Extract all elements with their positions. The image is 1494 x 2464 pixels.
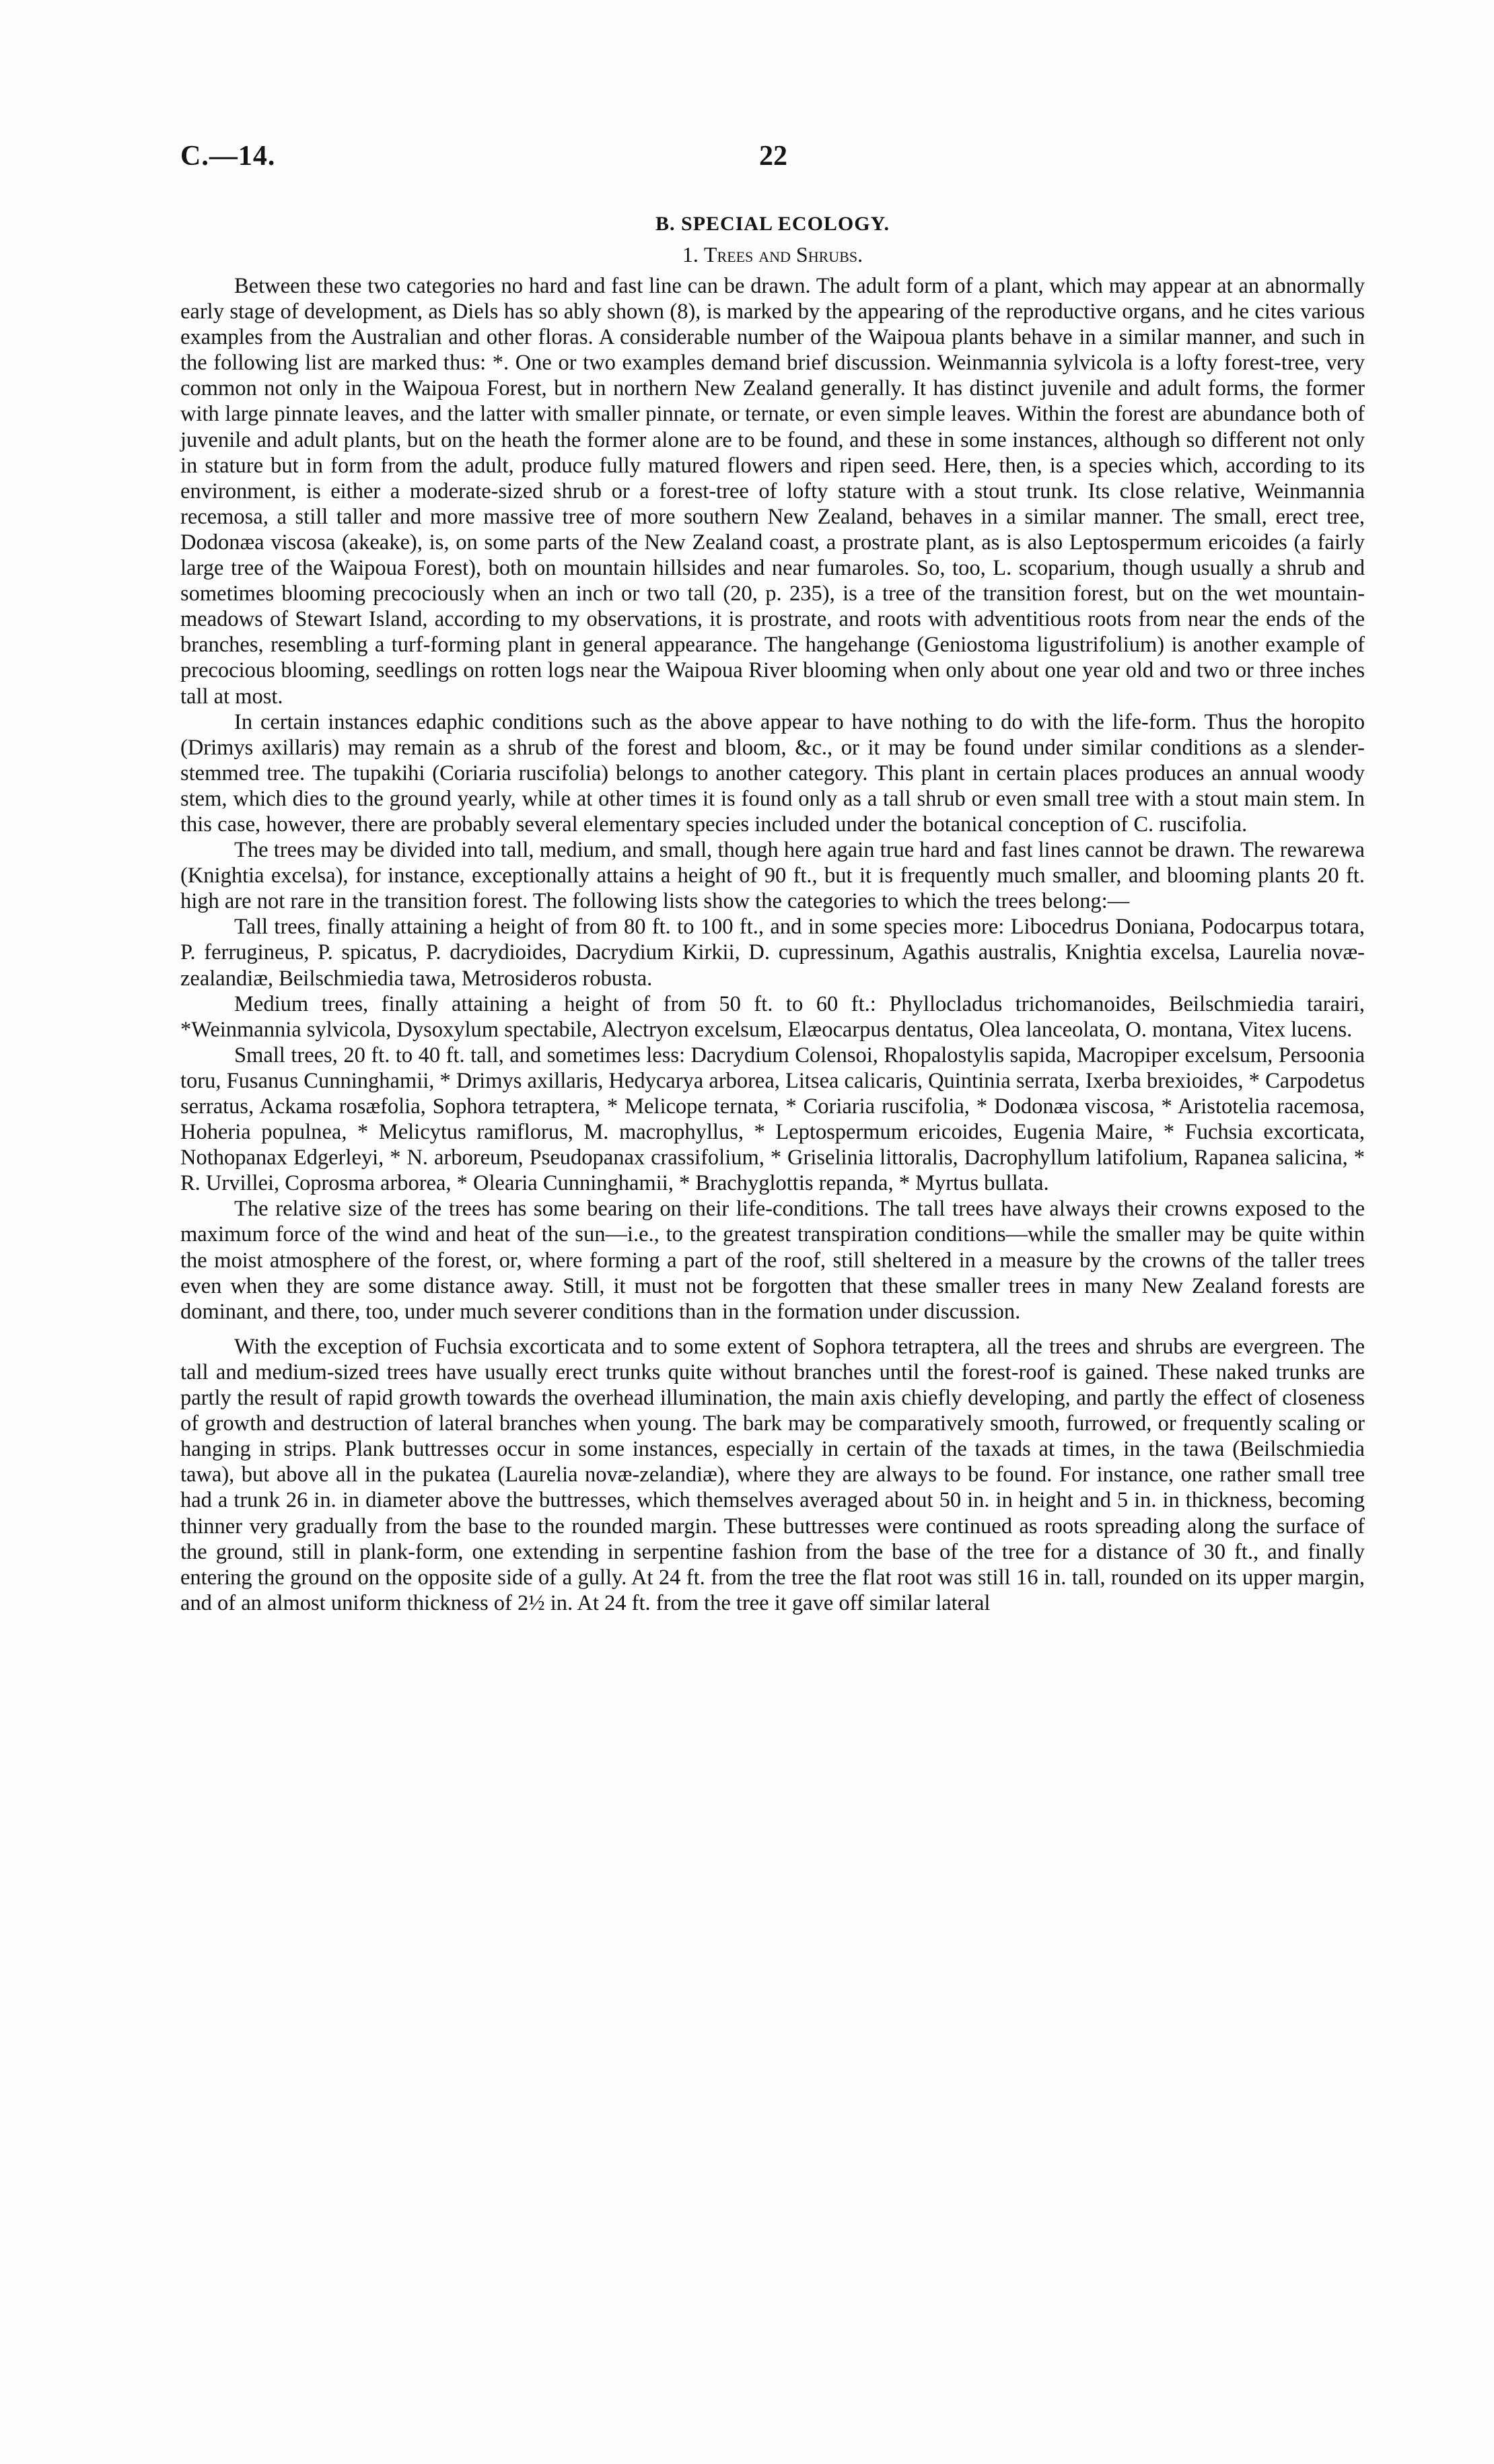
- paragraph-medium-trees: Medium trees, finally attaining a height of from 50 ft. to 60 ft.: Phyllocladus trichomanoides, Beilschmiedia tarairi, *Weinmannia sylvicola, Dysoxylum spectabile, Alectryon excelsum, Elæocarpus dentatus, Olea lanceolata, O. montana, Vitex lucens.: [180, 991, 1365, 1042]
- paragraph-edaphic: In certain instances edaphic conditions such as the above appear to have nothing to do with the life-form. Thus the horopito (Drimys axillaris) may remain as a shrub of the forest and bloom, &c., or it may be found under similar conditions as a slender-stemmed tree. The tupakihi (Coriaria ruscifolia) belongs to another category. This plant in certain places produces an annual woody stem, which dies to the ground yearly, while at other times it is found only as a tall shrub or even small tree with a stout main stem. In this case, however, there are probably several elementary species included under the botanical conception of C. ruscifolia.: [180, 709, 1365, 837]
- paragraph-intro: Between these two categories no hard and fast line can be drawn. The adult form of a plant, which may appear at an abnormally early stage of development, as Diels has so ably shown (8), is marked by the appearing of the reproductive organs, and he cites various examples from the Australian and other floras. A considerable number of the Waipoua plants behave in a similar manner, and such in the following list are marked thus: *. One or two examples demand brief discussion. Weinmannia sylvicola is a lofty forest-tree, very common not only in the Waipoua Forest, but in northern New Zealand generally. It has distinct juvenile and adult forms, the former with large pinnate leaves, and the latter with smaller pinnate, or ternate, or even simple leaves. Within the forest are abundance both of juvenile and adult plants, but on the heath the former alone are to be found, and these in some instances, although so different not only in stature but in form from the adult, produce fully matured flowers and ripen seed. Here, then, is a species which, according to its environment, is either a moderate-sized shrub or a forest-tree of lofty stature with a stout trunk. Its close relative, Weinmannia recemosa, a still taller and more massive tree of more southern New Zealand, behaves in a similar manner. The small, erect tree, Dodonæa viscosa (akeake), is, on some parts of the New Zealand coast, a prostrate plant, as is also Leptospermum ericoides (a fairly large tree of the Waipoua Forest), both on mountain hillsides and near fumaroles. So, too, L. scoparium, though usually a shrub and sometimes blooming precociously when an inch or two tall (20, p. 235), is a tree of the transition forest, but on the wet mountain-meadows of Stewart Island, according to my observations, it is prostrate, and roots with adventitious roots from near the ends of the branches, resembling a turf-forming plant in general appearance. The hangehange (Geniostoma ligustrifolium) is another example of precocious blooming, seedlings on rotten logs near the Waipoua River blooming when only about one year old and two or three inches tall at most.: [180, 274, 1365, 709]
- document-code: C.—14.: [180, 141, 276, 172]
- page-header: [180, 140, 1365, 180]
- paragraph-small-trees: Small trees, 20 ft. to 40 ft. tall, and sometimes less: Dacrydium Colensoi, Rhopalostylis sapida, Macropiper excelsum, Persoonia toru, Fusanus Cunninghamii, * Drimys axillaris, Hedycarya arborea, Litsea calicaris, Quintinia serrata, Ixerba brexioides, * Carpodetus serratus, Ackama rosæfolia, Sophora tetraptera, * Melicope ternata, * Coriaria ruscifolia, * Dodonæa viscosa, * Aristotelia racemosa, Hoheria populnea, * Melicytus ramiflorus, M. macrophyllus, * Leptospermum ericoides, Eugenia Maire, * Fuchsia excorticata, Nothopanax Edgerleyi, * N. arboreum, Pseudopanax crassifolium, * Griselinia littoralis, Dacrophyllum latifolium, Rapanea salicina, * R. Urvillei, Coprosma arborea, * Olearia Cunninghamii, * Brachyglottis repanda, * Myrtus bullata.: [180, 1043, 1365, 1196]
- paragraph-relative-size: The relative size of the trees has some bearing on their life-conditions. The tall trees have always their crowns exposed to the maximum force of the wind and heat of the sun—i.e., to the greatest transpiration conditions—while the smaller may be quite within the moist atmosphere of the forest, or, where forming a part of the roof, still sheltered in a measure by the crowns of the taller trees even when they are some distance away. Still, it must not be forgotten that these smaller trees in many New Zealand forests are dominant, and there, too, under much severer conditions than in the formation under discussion.: [180, 1197, 1365, 1324]
- subsection-title: [180, 242, 1365, 267]
- page-number: 22: [759, 141, 787, 172]
- subsection-label: Trees and Shrubs.: [703, 242, 863, 267]
- paragraph-tall-trees: Tall trees, finally attaining a height of from 80 ft. to 100 ft., and in some species more: Libocedrus Doniana, Podocarpus totara, P. ferrugineus, P. spicatus, P. dacrydioides, Dacrydium Kirkii, D. cupressinum, Agathis australis, Knightia excelsa, Laurelia novæ-zealandiæ, Beilschmiedia tawa, Metrosideros robusta.: [180, 915, 1365, 991]
- paragraph-evergreen: With the exception of Fuchsia excorticata and to some extent of Sophora tetraptera, all the trees and shrubs are evergreen. The tall and medium-sized trees have usually erect trunks quite without branches until the forest-roof is gained. These naked trunks are partly the result of rapid growth towards the overhead illumination, the main axis chiefly developing, and partly the effect of closeness of growth and destruction of lateral branches when young. The bark may be comparatively smooth, furrowed, or frequently scaling or hanging in strips. Plank buttresses occur in some instances, especially in certain of the taxads at times, in the tawa (Beilschmiedia tawa), but above all in the pukatea (Laurelia novæ-zelandiæ), where they are always to be found. For instance, one rather small tree had a trunk 26 in. in diameter above the buttresses, which themselves averaged about 50 in. in height and 5 in. in thickness, becoming thinner very gradually from the base to the rounded margin. These buttresses were continued as roots spreading along the surface of the ground, still in plank-form, one extending in serpentine fashion from the base of the tree for a distance of 30 ft., and finally entering the ground on the opposite side of a gully. At 24 ft. from the tree the flat root was still 16 in. tall, rounded on its upper margin, and of an almost uniform thickness of 2½ in. At 24 ft. from the tree it gave off similar lateral: [180, 1334, 1365, 1615]
- paragraph-tree-sizes: The trees may be divided into tall, medium, and small, though here again true hard and fast lines cannot be drawn. The rewarewa (Knightia excelsa), for instance, exceptionally attains a height of 90 ft., but it is frequently much smaller, and blooming plants 20 ft. high are not rare in the transition forest. The following lists show the categories to which the trees belong:—: [180, 838, 1365, 914]
- subsection-number: 1.: [682, 242, 699, 267]
- body-text: [180, 273, 1365, 1616]
- section-title: B. SPECIAL ECOLOGY.: [655, 213, 890, 235]
